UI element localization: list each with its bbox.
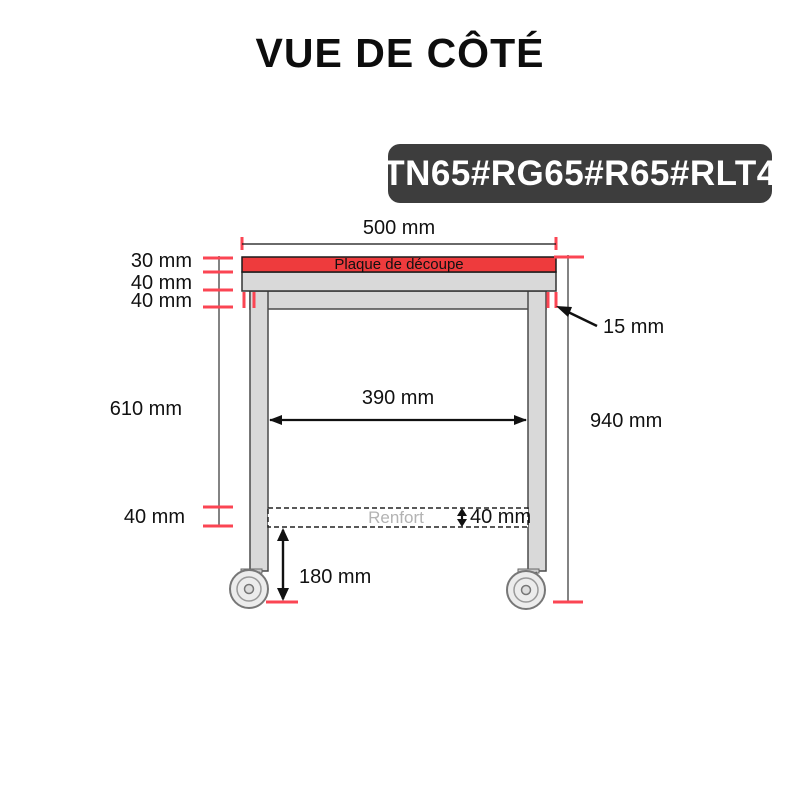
dim-500-label: 500 mm [362,217,436,239]
apron-rail [250,291,546,309]
left-caster-wheel [230,569,268,608]
right-leg [528,291,546,571]
dim-390 [269,387,527,425]
dim-40-top-label: 40 mm [130,272,192,294]
renfort-label: Renfort [368,508,424,527]
left-leg [250,291,268,571]
dim-940-label: 940 mm [590,410,663,432]
cutting-plate-label: Plaque de découpe [334,256,464,273]
dim-40-renfort-label: 40 mm [470,506,532,528]
dim-180 [277,528,371,601]
dim-15-label: 15 mm [603,316,665,338]
dim-180-label: 180 mm [299,566,372,588]
dim-40-rail-label: 40 mm [130,290,192,312]
product-code-label: TN65#RG65#R65#RLT4 [383,153,777,193]
dim-610-label: 610 mm [109,398,182,420]
table-top-layer [242,272,556,291]
right-caster-wheel [507,569,545,609]
dim-40-renfort-left-label: 40 mm [123,506,185,528]
dim-390-label: 390 mm [361,387,435,409]
dim-30-label: 30 mm [130,250,192,272]
page-title: VUE DE CÔTÉ [255,30,545,76]
dim-15-pointer [556,306,664,338]
